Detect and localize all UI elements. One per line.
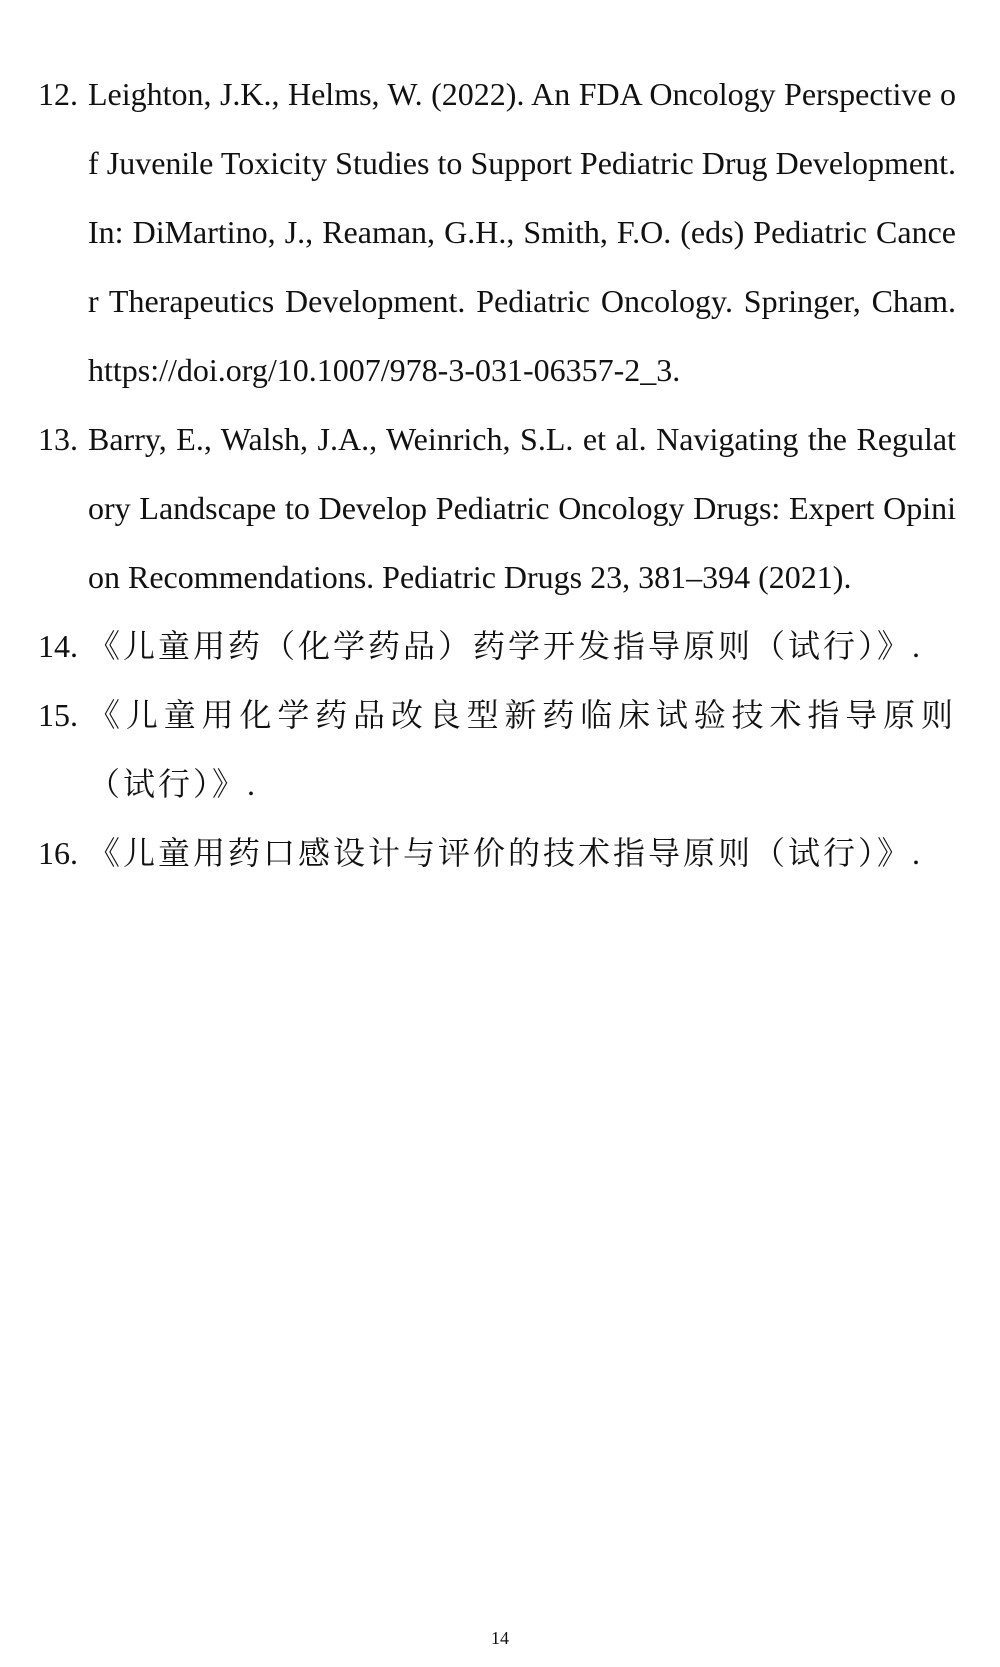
reference-number: 14.	[38, 628, 78, 664]
reference-number: 12.	[38, 76, 78, 112]
reference-list	[38, 60, 956, 888]
reference-number: 16.	[38, 835, 78, 871]
reference-text: 《儿童用药口感设计与评价的技术指导原则（试行）》.	[88, 835, 924, 871]
reference-text: Leighton, J.K., Helms, W. (2022). An FDA Oncology Perspective of Juvenile Toxicity Studies to Support Pediatric Drug Development. In: DiMartino, J., Reaman, G.H., Smith, F.O. (eds) Pediatric Cancer Therapeutics Development. Pediatric Oncology. Springer, Cham. https://doi.org/10.1007/978-3-031-06357-2_3.	[88, 76, 956, 388]
reference-item-13	[38, 405, 956, 612]
reference-item-12	[38, 60, 956, 405]
reference-text: 《儿童用药（化学药品）药学开发指导原则（试行）》.	[88, 628, 924, 664]
reference-number: 15.	[38, 697, 78, 733]
reference-item-14	[38, 612, 956, 681]
reference-item-15	[38, 681, 956, 819]
reference-number: 13.	[38, 421, 78, 457]
page-number: 14	[491, 1628, 509, 1648]
reference-text: 《儿童用化学药品改良型新药临床试验技术指导原则（试行）》.	[88, 697, 956, 802]
reference-text: Barry, E., Walsh, J.A., Weinrich, S.L. et al. Navigating the Regulatory Landscape to Develop Pediatric Oncology Drugs: Expert Opinion Recommendations. Pediatric Drugs 23, 381–394 (2021).	[88, 421, 956, 595]
reference-item-16	[38, 819, 956, 888]
